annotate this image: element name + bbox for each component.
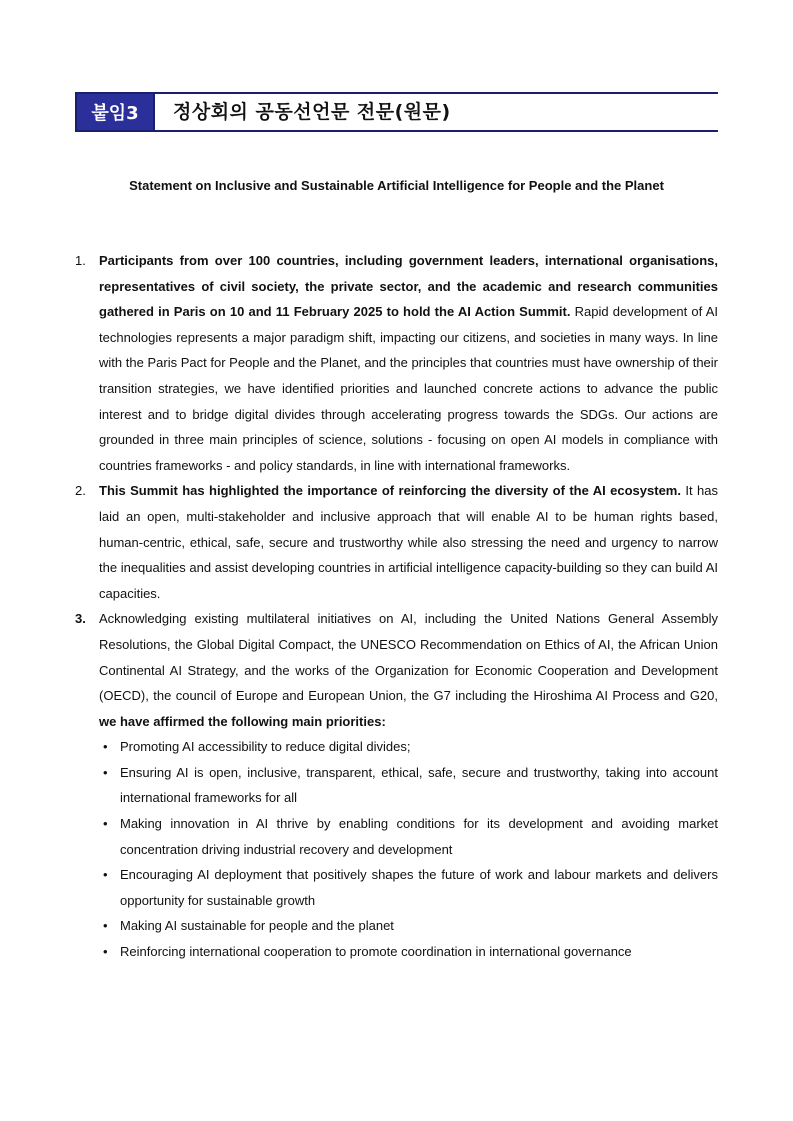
- bullet-icon: •: [103, 918, 108, 934]
- paragraph-text: Acknowledging existing multilateral initiatives on AI, including the United Nations General Assembly Resolutions, the Global Digital Compact, the UNESCO Recommendation on Ethics of AI, the African Union Continental AI Strategy, and the works of the Organization for Economic Cooperation and Development (OECD), the council of Europe and European Union, the G7 including the Hiroshima AI Process and G20,: [99, 611, 718, 704]
- list-item: [75, 862, 718, 913]
- list-item-text: Ensuring AI is open, inclusive, transparent, ethical, safe, secure and trustworthy, taking into account international frameworks for all: [120, 764, 718, 806]
- bullet-icon: •: [103, 739, 108, 755]
- priorities-list: [75, 734, 718, 964]
- document-title: Statement on Inclusive and Sustainable Artificial Intelligence for People and the Planet: [129, 178, 664, 193]
- paragraph-number: 2.: [75, 483, 86, 499]
- section-title: 정상회의 공동선언문 전문(원문): [173, 101, 451, 123]
- document-body: [75, 248, 718, 965]
- bullet-icon: •: [103, 816, 108, 832]
- bullet-icon: •: [103, 944, 108, 960]
- paragraph-text: Rapid development of AI technologies represents a major paradigm shift, impacting our citizens, and societies in many ways. In line with the Paris Pact for People and the Planet, and the principles that countries must have ownership of their transition strategies, we have identified priorities and launched concrete actions to advance the public interest and to bridge digital divides through accelerating progress towards the SDGs. Our actions are grounded in three main principles of science, solutions - focusing on open AI models in compliance with countries frameworks - and policy standards, in line with international frameworks.: [99, 304, 718, 473]
- paragraph-number: 3.: [75, 611, 86, 627]
- attachment-badge: 붙임3: [75, 92, 155, 132]
- list-item-text: Making innovation in AI thrive by enabling conditions for its development and avoiding market concentration driving industrial recovery and development: [120, 816, 718, 857]
- bullet-icon: •: [103, 867, 108, 883]
- bullet-icon: •: [103, 764, 108, 780]
- paragraph-bold-text: Participants from over 100 countries, including government leaders, international organisations, representatives of civil society, the private sector, and the academic and research communities gathered in Paris on 10 and 11 February 2025 to hold the AI Action Summit.: [99, 253, 718, 320]
- paragraph-bold-text: This Summit has highlighted the importance of reinforcing the diversity of the AI ecosystem.: [99, 483, 681, 499]
- list-item: [75, 811, 718, 862]
- paragraph-3: [75, 606, 718, 734]
- paragraph-bold-text: we have affirmed the following main priorities:: [99, 713, 386, 729]
- list-item: [75, 939, 718, 965]
- section-header: [75, 92, 718, 132]
- list-item: [75, 734, 718, 760]
- list-item-text: Encouraging AI deployment that positively shapes the future of work and labour markets and delivers opportunity for sustainable growth: [120, 867, 718, 908]
- paragraph-number: 1.: [75, 253, 86, 268]
- paragraph-1: [75, 248, 718, 478]
- paragraph-text: It has laid an open, multi-stakeholder and inclusive approach that will enable AI to be human rights based, human-centric, ethical, safe, secure and trustworthy while also stressing the need and urgency to narrow the inequalities and assist developing countries in artificial intelligence capacity-building so they can build AI capacities.: [99, 483, 718, 601]
- list-item: [75, 760, 718, 811]
- list-item: [75, 913, 718, 939]
- list-item-text: Making AI sustainable for people and the planet: [120, 918, 394, 934]
- list-item-text: Promoting AI accessibility to reduce digital divides;: [120, 739, 411, 755]
- paragraph-2: [75, 478, 718, 606]
- list-item-text: Reinforcing international cooperation to promote coordination in international governance: [120, 944, 632, 960]
